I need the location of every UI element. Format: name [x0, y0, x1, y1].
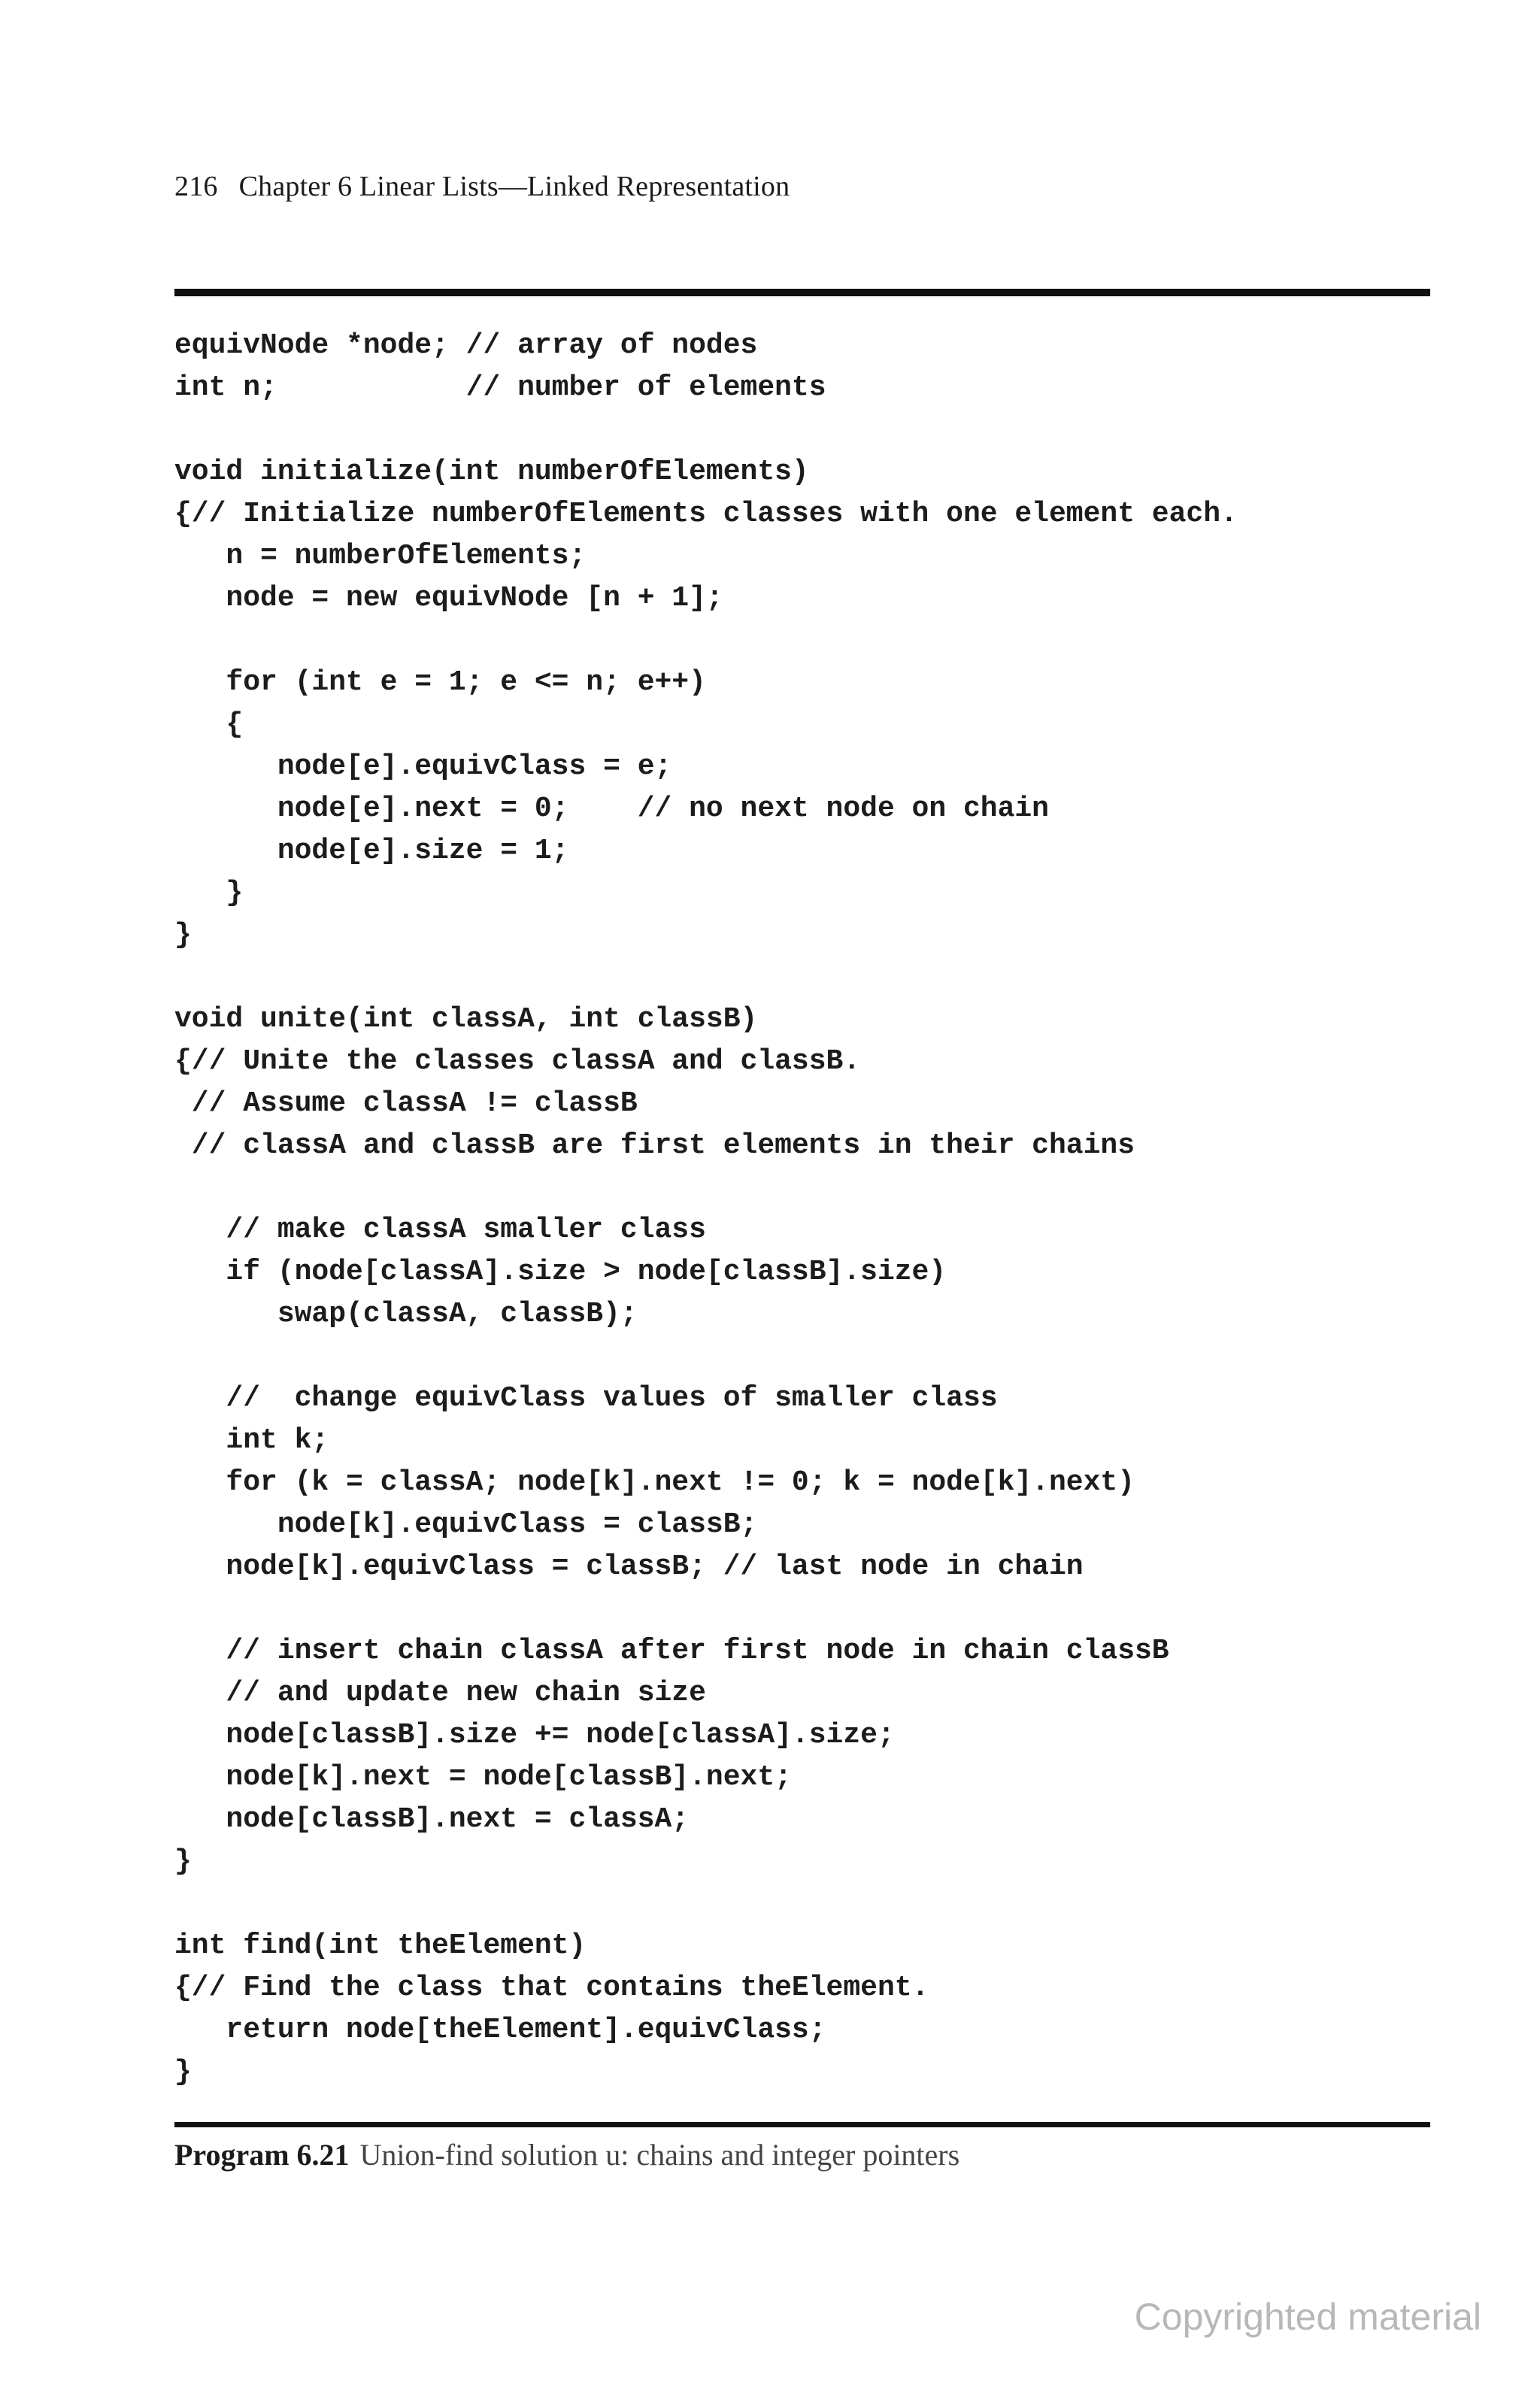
code-line: // insert chain classA after first node in chain classB — [174, 1635, 1169, 1667]
code-line: } — [174, 1845, 192, 1878]
code-line: int n; // number of elements — [174, 371, 826, 404]
code-line: node[k].next = node[classB].next; — [174, 1761, 792, 1793]
code-line: { — [174, 708, 244, 741]
code-line: {// Unite the classes classA and classB. — [174, 1045, 861, 1078]
code-line: node[classB].next = classA; — [174, 1803, 690, 1836]
code-line: node[e].size = 1; — [174, 835, 569, 867]
code-line: node[e].equivClass = e; — [174, 750, 672, 783]
top-rule — [174, 289, 1430, 296]
bottom-rule — [174, 2122, 1430, 2127]
code-line: // classA and classB are first elements in their chains — [174, 1129, 1135, 1162]
code-line: // Assume classA != classB — [174, 1087, 638, 1120]
code-line — [174, 1883, 1238, 1925]
code-line: node[k].equivClass = classB; — [174, 1508, 758, 1541]
code-line: return node[theElement].equivClass; — [174, 2014, 826, 2046]
code-line: node[e].next = 0; // no next node on chain — [174, 793, 1049, 825]
caption-label: Program 6.21 — [174, 2138, 350, 2172]
code-line: // and update new chain size — [174, 1677, 706, 1709]
code-line: void initialize(int numberOfElements) — [174, 456, 809, 488]
page-number: 216 — [174, 171, 218, 202]
code-line: swap(classA, classB); — [174, 1298, 638, 1330]
code-line: } — [174, 919, 192, 951]
code-line — [174, 1335, 1238, 1378]
running-title: Chapter 6 Linear Lists—Linked Representation — [238, 171, 790, 202]
code-line: {// Initialize numberOfElements classes with one element each. — [174, 498, 1238, 530]
code-line: } — [174, 877, 244, 909]
code-line: } — [174, 2056, 192, 2088]
running-head — [174, 170, 790, 203]
code-line: void unite(int classA, int classB) — [174, 1003, 758, 1035]
caption-text: Union-find solution u: chains and integer pointers — [359, 2138, 960, 2172]
code-line: n = numberOfElements; — [174, 540, 587, 572]
code-line: // make classA smaller class — [174, 1214, 706, 1246]
code-line — [174, 1588, 1238, 1630]
code-line: node[classB].size += node[classA].size; — [174, 1719, 895, 1751]
code-line: for (int e = 1; e <= n; e++) — [174, 666, 706, 699]
code-line: int find(int theElement) — [174, 1930, 587, 1962]
code-line — [174, 957, 1238, 999]
code-line: {// Find the class that contains theElement. — [174, 1972, 929, 2004]
code-line — [174, 409, 1238, 451]
code-line: // change equivClass values of smaller class — [174, 1382, 998, 1414]
code-line: for (k = classA; node[k].next != 0; k = node[k].next) — [174, 1466, 1135, 1499]
code-line: if (node[classA].size > node[classB].size) — [174, 1256, 947, 1288]
code-listing — [174, 325, 1238, 2093]
copyright-watermark: Copyrighted material — [1134, 2296, 1481, 2338]
code-line: node = new equivNode [n + 1]; — [174, 582, 723, 614]
program-caption — [174, 2137, 959, 2172]
code-line: equivNode *node; // array of nodes — [174, 329, 758, 362]
code-line: int k; — [174, 1424, 329, 1457]
code-line — [174, 1167, 1238, 1209]
code-line — [174, 620, 1238, 662]
code-line: node[k].equivClass = classB; // last node in chain — [174, 1551, 1084, 1583]
